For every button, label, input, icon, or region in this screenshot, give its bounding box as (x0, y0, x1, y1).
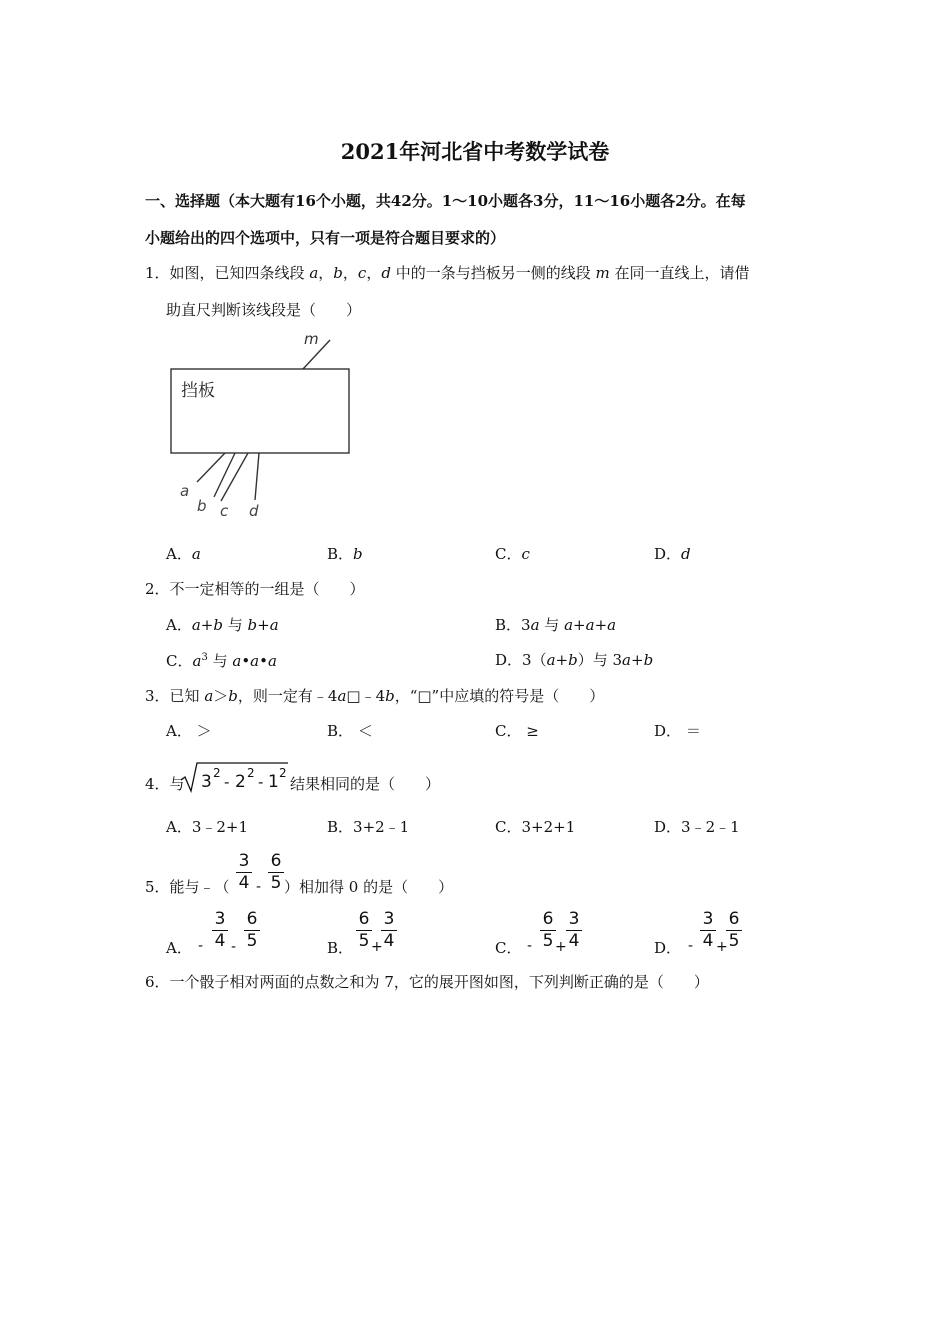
q5-option-c-label: C． (495, 939, 522, 957)
q5-option-a-operator: - (231, 939, 237, 955)
q1-option-b: B．b (327, 545, 363, 563)
q2-option-a: A．a+b 与 b+a (166, 616, 279, 634)
q1-stem-line2: 助直尺判断该线段是（ ） (166, 301, 362, 319)
q5-option-a-fraction-2: $\frac{6}{5}$ (244, 911, 260, 950)
radicand-term-3: 1 (268, 772, 279, 792)
label-m: m (304, 330, 319, 348)
q4-option-a: A．3﹣2+1 (166, 818, 249, 836)
q4-option-c: C．3+2+1 (495, 818, 576, 836)
q4-sqrt-expression (180, 760, 290, 794)
q5-option-c-sign: - (527, 938, 533, 954)
radicand-minus-2: - (258, 773, 264, 791)
q3-stem: 3．已知 a＞b，则一定有﹣4a□﹣4b，“□”中应填的符号是（ ） (145, 687, 605, 705)
q5-option-a-sign: - (198, 938, 204, 954)
q3-option-d: D． ＝ (654, 722, 701, 740)
q5-option-c-fraction-1: $\frac{6}{5}$ (540, 911, 556, 950)
radicand-exp-1: 2 (213, 766, 221, 780)
q5-option-a-label: A． (166, 939, 192, 957)
q1-option-d: D．d (654, 545, 691, 563)
q3-option-a: A． ＞ (166, 722, 212, 740)
q5-suffix: ）相加得 0 的是（ ） (284, 878, 454, 896)
segment-d (255, 453, 259, 500)
radicand-term-1: 3 (201, 772, 212, 792)
q5-mid-operator: - (256, 879, 262, 895)
q3-option-b: B． ＜ (327, 722, 373, 740)
q5-fraction-1: $\frac{3}{4}$ (236, 853, 252, 892)
label-b: b (197, 497, 207, 515)
q1-stem-line1: 1．如图，已知四条线段 a，b，c，d 中的一条与挡板另一侧的线段 m 在同一直线上，请借 (145, 264, 750, 282)
q5-option-d-label: D． (654, 939, 682, 957)
label-c: c (220, 502, 229, 520)
segment-c (221, 453, 248, 501)
segment-b (214, 453, 235, 497)
q5-option-b-fraction-2: $\frac{3}{4}$ (381, 911, 397, 950)
q5-option-c-fraction-2: $\frac{3}{4}$ (566, 911, 582, 950)
q2-option-c: C．$a^3$ 与 a•a•a (166, 652, 277, 670)
label-d: d (249, 502, 259, 520)
q4-option-b: B．3+2﹣1 (327, 818, 410, 836)
q5-option-d-fraction-2: $\frac{6}{5}$ (726, 911, 742, 950)
q5-option-b-label: B． (327, 939, 354, 957)
q1-figure (165, 330, 365, 520)
board-label: 挡板 (181, 381, 215, 401)
q2-stem: 2．不一定相等的一组是（ ） (145, 580, 365, 598)
radicand-exp-3: 2 (279, 766, 287, 780)
q4-suffix: 结果相同的是（ ） (290, 775, 441, 793)
radicand-exp-2: 2 (247, 766, 255, 780)
q2-option-d: D．3（a+b）与 3a+b (495, 651, 654, 669)
radicand-minus-1: - (224, 773, 230, 791)
q3-option-c: C． ≥ (495, 722, 539, 740)
q1-option-c: C．c (495, 545, 530, 563)
q5-option-c-operator: + (555, 939, 567, 955)
q4-option-d: D．3﹣2﹣1 (654, 818, 740, 836)
q4-prefix: 4．与 (145, 775, 185, 793)
q2-option-b: B．3a 与 a+a+a (495, 616, 617, 634)
q5-prefix: 5．能与﹣（ (145, 878, 230, 896)
section-heading-line2: 小题给出的四个选项中，只有一项是符合题目要求的） (145, 229, 506, 247)
q5-option-b-fraction-1: $\frac{6}{5}$ (356, 911, 372, 950)
q5-option-d-fraction-1: $\frac{3}{4}$ (700, 911, 716, 950)
q1-option-a: A．a (166, 545, 201, 563)
segment-a (197, 453, 225, 482)
label-a: a (180, 482, 190, 500)
q5-fraction-2: $\frac{6}{5}$ (268, 853, 284, 892)
q5-option-a-fraction-1: $\frac{3}{4}$ (212, 911, 228, 950)
q5-option-b-operator: + (371, 939, 383, 955)
radicand-term-2: 2 (235, 772, 246, 792)
section-heading-line1: 一、选择题（本大题有16个小题，共42分。1～10小题各3分，11～16小题各2分。在每 (145, 192, 746, 210)
q5-option-d-sign: - (688, 938, 694, 954)
q5-option-d-operator: + (716, 939, 728, 955)
page-title: 2021年河北省中考数学试卷 (340, 139, 610, 164)
q6-stem: 6．一个骰子相对两面的点数之和为 7，它的展开图如图，下列判断正确的是（ ） (145, 973, 709, 991)
